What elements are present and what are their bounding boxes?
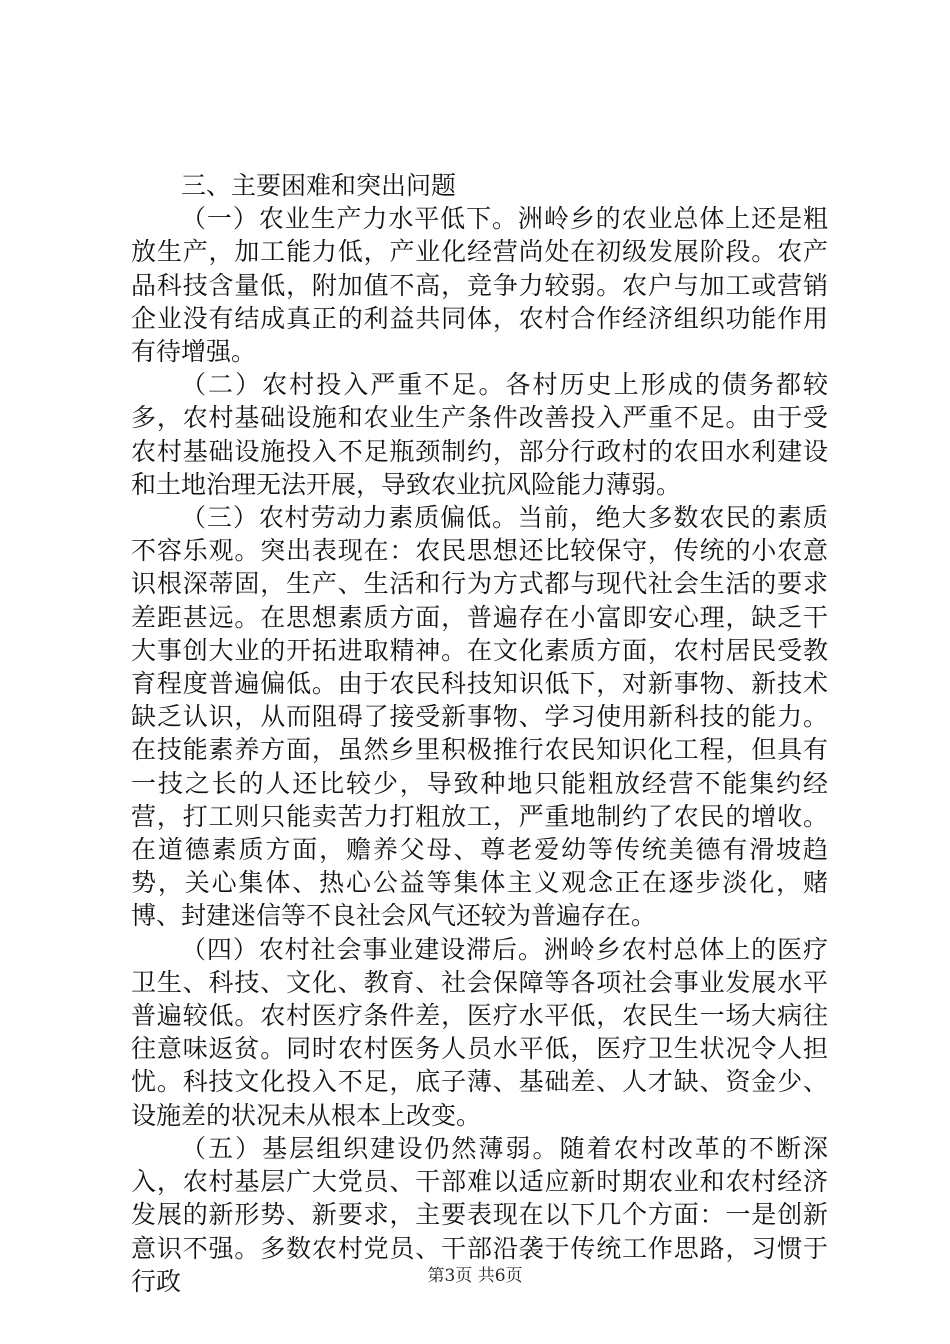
paragraph-2: （二）农村投入严重不足。各村历史上形成的债务都较多，农村基础设施和农业生产条件改善投入严重不足。由于受农村基础设施投入不足瓶颈制约，部分行政村的农田水利建设和土地治理无法开展，导致农业抗风险能力薄弱。: [131, 370, 828, 499]
paragraph-1: （一）农业生产力水平低下。洲岭乡的农业总体上还是粗放生产，加工能力低，产业化经营尚处在初级发展阶段。农产品科技含量低，附加值不高，竞争力较弱。农户与加工或营销企业没有结成真正的利益共同体，农村合作经济组织功能作用有待增强。: [131, 204, 828, 367]
document-body: [131, 169, 828, 1298]
paragraph-4: （四）农村社会事业建设滞后。洲岭乡农村总体上的医疗卫生、科技、文化、教育、社会保障等各项社会事业发展水平普遍较低。农村医疗条件差，医疗水平低，农民生一场大病往往意味返贫。同时农村医务人员水平低，医疗卫生状况令人担忧。科技文化投入不足，底子薄、基础差、人才缺、资金少、设施差的状况未从根本上改变。: [131, 934, 828, 1130]
paragraph-5: （五）基层组织建设仍然薄弱。随着农村改革的不断深入，农村基层广大党员、干部难以适应新时期农业和农村经济发展的新形势、新要求，主要表现在以下几个方面：一是创新意识不强。多数农村党员、干部沿袭于传统工作思路，习惯于行政: [131, 1133, 828, 1296]
paragraph-3: （三）农村劳动力素质偏低。当前，绝大多数农民的素质不容乐观。突出表现在：农民思想还比较保守，传统的小农意识根深蒂固，生产、生活和行为方式都与现代社会生活的要求差距甚远。在思想素质方面，普遍存在小富即安心理，缺乏干大事创大业的开拓进取精神。在文化素质方面，农村居民受教育程度普遍偏低。由于农民科技知识低下，对新事物、新技术缺乏认识，从而阻碍了接受新事物、学习使用新科技的能力。在技能素养方面，虽然乡里积极推行农民知识化工程，但具有一技之长的人还比较少，导致种地只能粗放经营不能集约经营，打工则只能卖苦力打粗放工，严重地制约了农民的增收。在道德素质方面，赡养父母、尊老爱幼等传统美德有滑坡趋势，关心集体、热心公益等集体主义观念正在逐步淡化，赌博、封建迷信等不良社会风气还较为普遍存在。: [131, 503, 828, 931]
page-number-footer: 第3页 共6页: [427, 1266, 523, 1286]
section-heading: 三、主要困难和突出问题: [181, 171, 457, 200]
